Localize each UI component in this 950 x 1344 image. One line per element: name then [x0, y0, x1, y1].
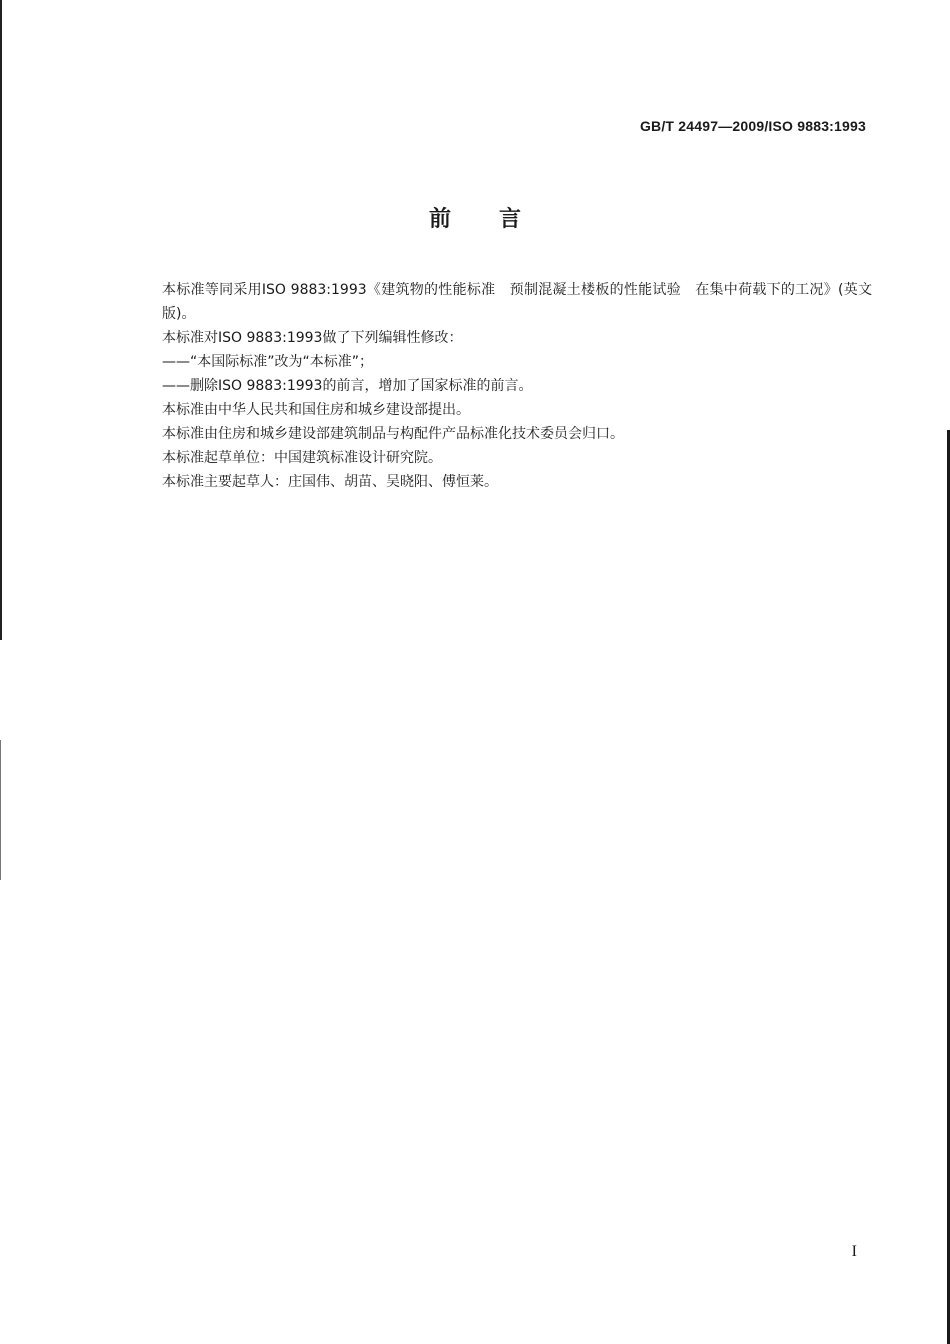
paragraph-adoption: 本标准等同采用ISO 9883:1993《建筑物的性能标准 预制混凝土楼板的性能试验 在集中荷载下的工况》(英文版)。	[162, 282, 872, 322]
paragraph-drafters: 本标准主要起草人：庄国伟、胡苗、吴晓阳、傅恒莱。	[162, 474, 498, 490]
standard-number: GB/T 24497—2009/ISO 9883:1993	[639, 118, 866, 134]
paragraph-modification-1: ——“本国际标准”改为“本标准”；	[162, 354, 374, 370]
body-text	[162, 278, 872, 494]
paragraph-modifications-intro: 本标准对ISO 9883:1993做了下列编辑性修改：	[162, 330, 463, 346]
paragraph-drafting-unit: 本标准起草单位：中国建筑标准设计研究院。	[162, 450, 442, 466]
section-title: 前言	[428, 207, 569, 232]
paragraph-administered-by: 本标准由住房和城乡建设部建筑制品与构配件产品标准化技术委员会归口。	[162, 426, 624, 442]
paragraph-proposed-by: 本标准由中华人民共和国住房和城乡建设部提出。	[162, 402, 470, 418]
scan-edge-left-lower	[0, 740, 1, 880]
paragraph-modification-2: ——删除ISO 9883:1993的前言，增加了国家标准的前言。	[162, 378, 533, 394]
scan-edge-left	[0, 0, 2, 640]
page-number: I	[851, 1243, 857, 1260]
